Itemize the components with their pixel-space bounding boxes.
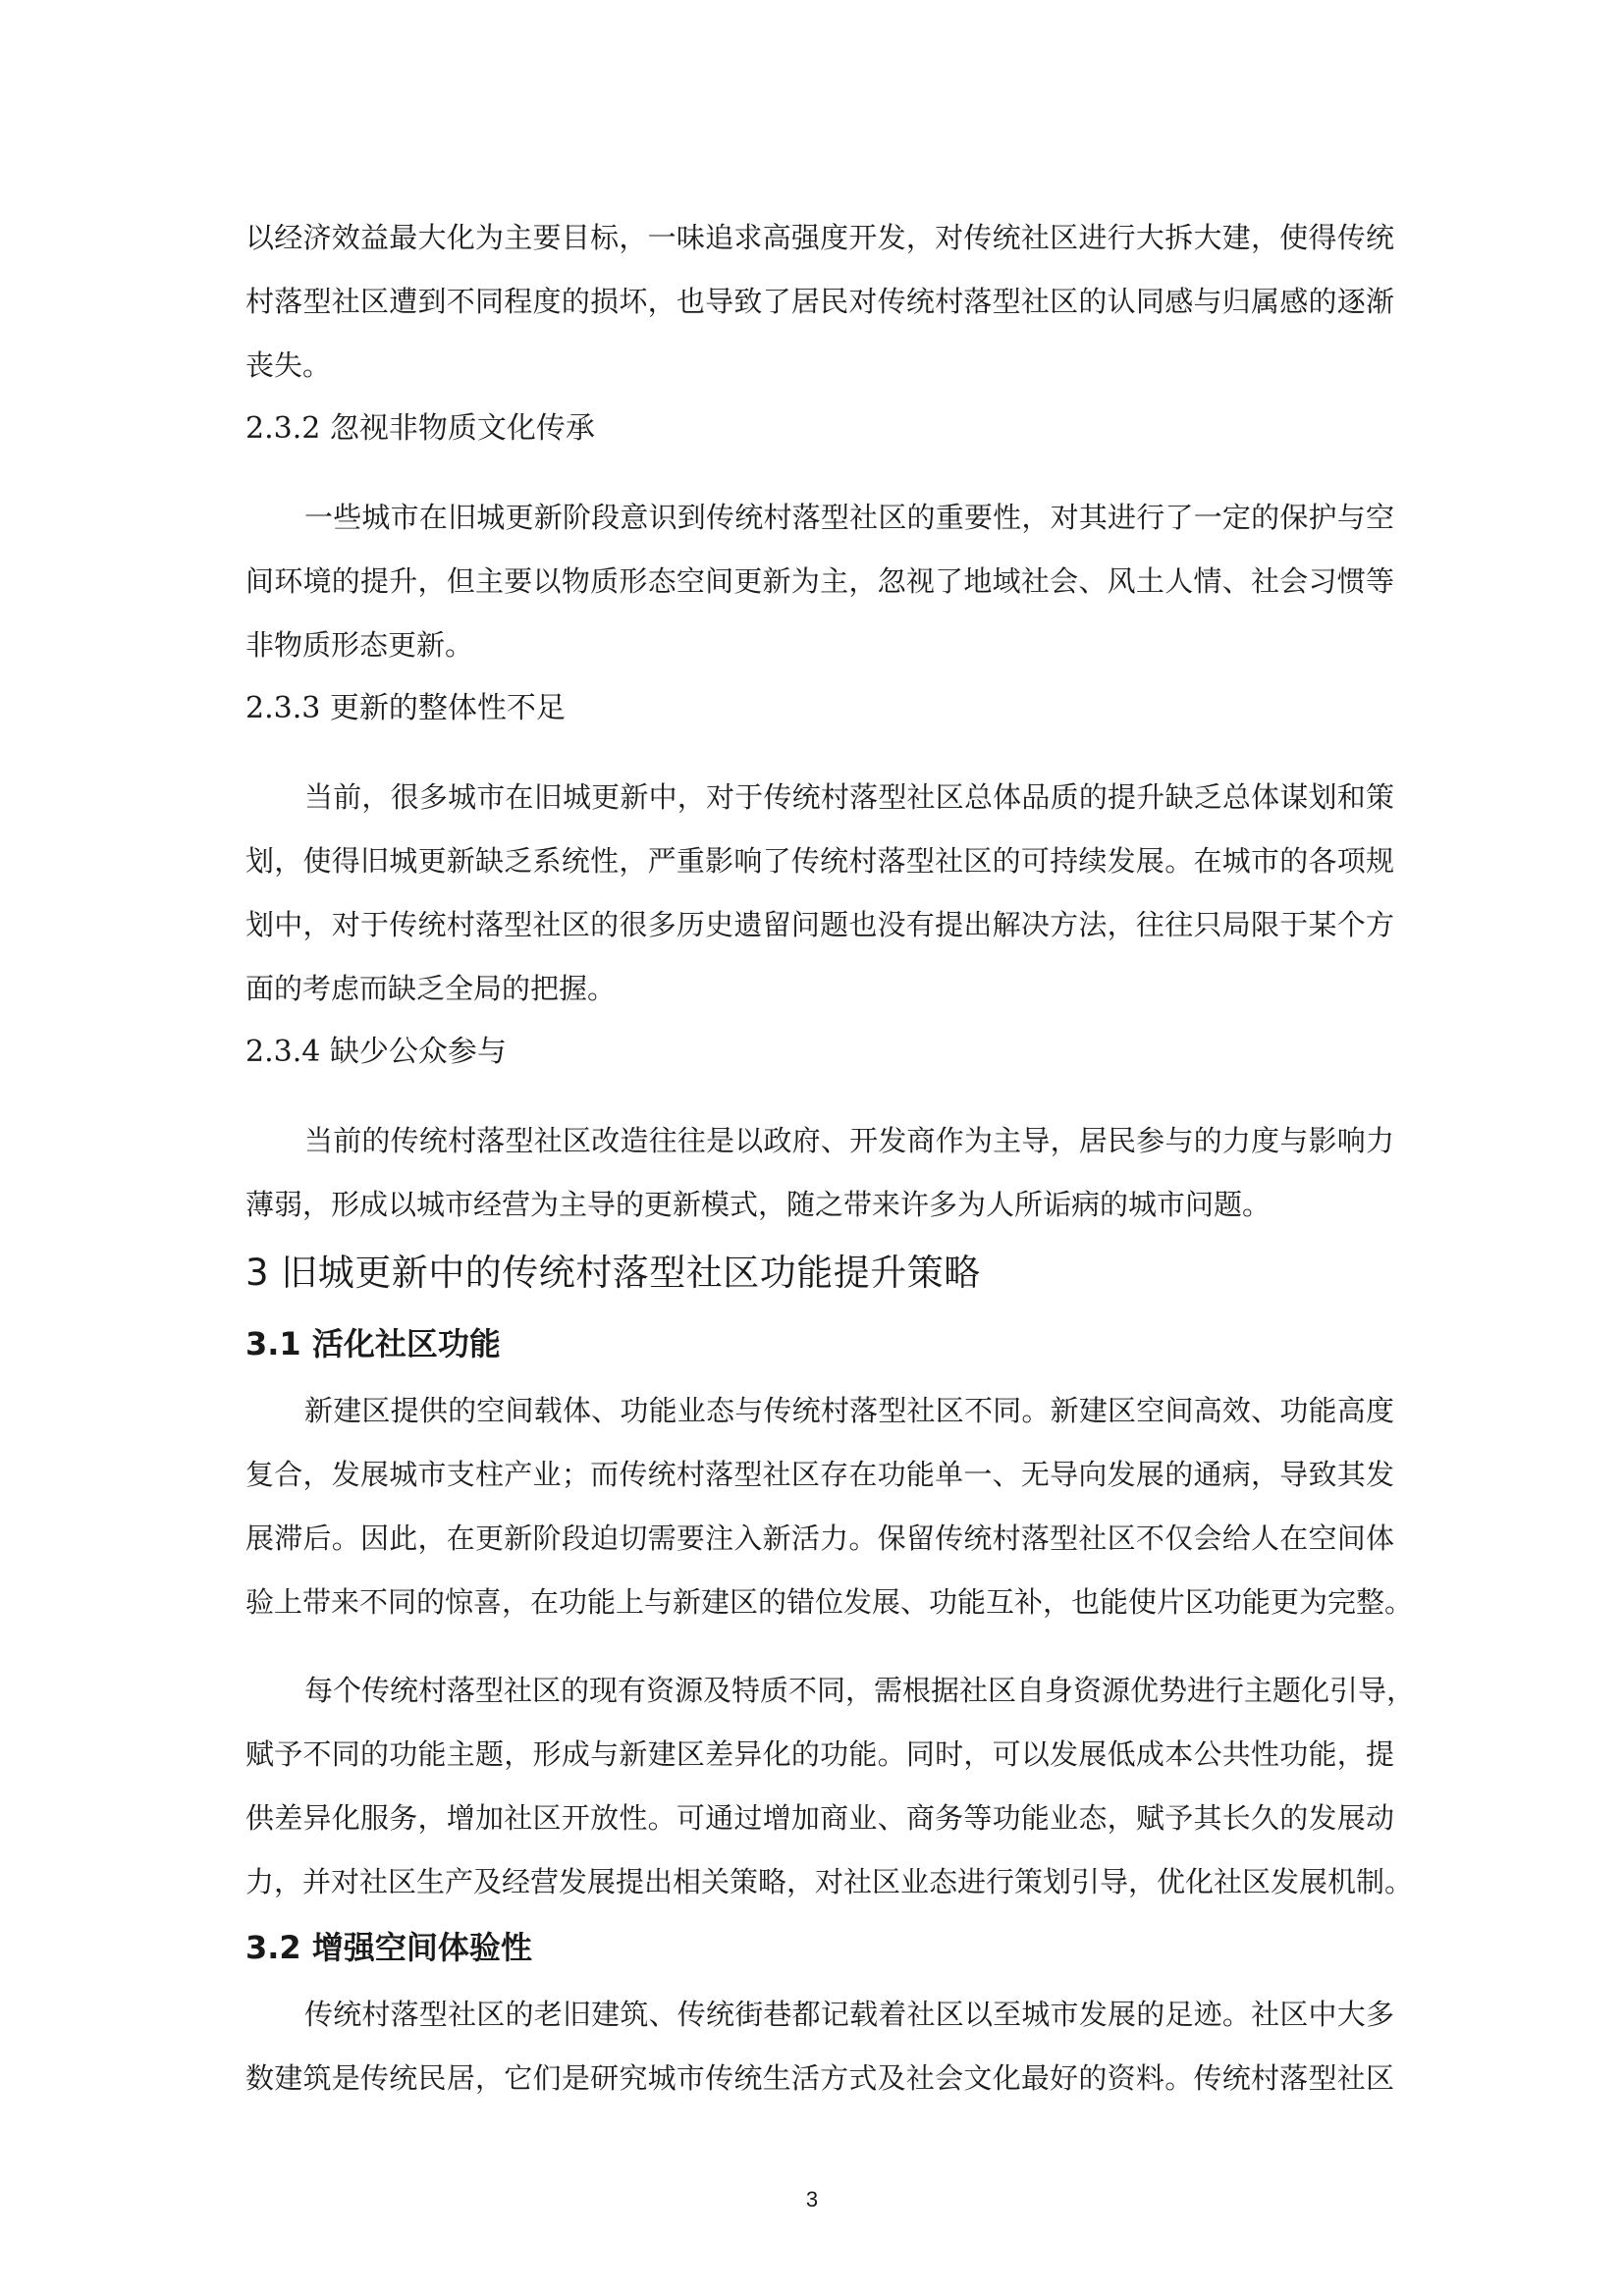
paragraph-line: 划中，对于传统村落型社区的很多历史遗留问题也没有提出解决方法，往往只局限于某个方 [245, 908, 1394, 941]
subsection-heading: 2.3.2 忽视非物质文化传承 [245, 411, 595, 446]
paragraph-line: 以经济效益最大化为主要目标，一味追求高强度开发，对传统社区进行大拆大建，使得传统 [245, 221, 1394, 254]
paragraph-first-line: 当前，很多城市在旧城更新中，对于传统村落型社区总体品质的提升缺乏总体谋划和策 [304, 780, 1394, 814]
paragraph-line: 复合，发展城市支柱产业；而传统村落型社区存在功能单一、无导向发展的通病，导致其发 [245, 1458, 1394, 1491]
paragraph-first-line: 传统村落型社区的老旧建筑、传统街巷都记载着社区以至城市发展的足迹。社区中大多 [304, 1998, 1394, 2031]
section-heading: 3 旧城更新中的传统村落型社区功能提升策略 [245, 1252, 981, 1294]
paragraph-line: 数建筑是传统民居，它们是研究城市传统生活方式及社会文化最好的资料。传统村落型社区 [245, 2061, 1394, 2095]
paragraph-first-line: 当前的传统村落型社区改造往往是以政府、开发商作为主导，居民参与的力度与影响力 [304, 1124, 1394, 1157]
paragraph-last-line: 丧失。 [245, 348, 332, 382]
subsection-title: 3.1 活化社区功能 [245, 1325, 501, 1362]
page-number: 3 [805, 2187, 819, 2212]
paragraph-first-line: 一些城市在旧城更新阶段意识到传统村落型社区的重要性，对其进行了一定的保护与空 [304, 501, 1394, 534]
paragraph-last-line: 薄弱，形成以城市经营为主导的更新模式，随之带来许多为人所诟病的城市问题。 [245, 1188, 1272, 1221]
paragraph-line: 村落型社区遭到不同程度的损坏，也导致了居民对传统村落型社区的认同感与归属感的逐渐 [245, 285, 1394, 318]
paragraph-line: 供差异化服务，增加社区开放性。可通过增加商业、商务等功能业态，赋予其长久的发展动 [245, 1801, 1394, 1835]
paragraph-line: 展滞后。因此，在更新阶段迫切需要注入新活力。保留传统村落型社区不仅会给人在空间体 [245, 1522, 1394, 1555]
subsection-heading: 2.3.3 更新的整体性不足 [245, 691, 566, 725]
paragraph-first-line: 每个传统村落型社区的现有资源及特质不同，需根据社区自身资源优势进行主题化引导， [304, 1674, 1416, 1707]
paragraph-line: 间环境的提升，但主要以物质形态空间更新为主，忽视了地域社会、风土人情、社会习惯等 [245, 564, 1394, 598]
paragraph-line: 验上带来不同的惊喜，在功能上与新建区的错位发展、功能互补，也能使片区功能更为完整。 [245, 1585, 1414, 1619]
paragraph-line: 力，并对社区生产及经营发展提出相关策略，对社区业态进行策划引导，优化社区发展机制。 [245, 1865, 1414, 1898]
subsection-heading: 2.3.4 缺少公众参与 [245, 1035, 507, 1069]
subsection-title: 3.2 增强空间体验性 [245, 1929, 532, 1966]
paragraph-line: 划，使得旧城更新缺乏系统性，严重影响了传统村落型社区的可持续发展。在城市的各项规 [245, 844, 1394, 878]
paragraph-last-line: 非物质形态更新。 [245, 628, 474, 662]
paragraph-line: 赋予不同的功能主题，形成与新建区差异化的功能。同时，可以发展低成本公共性功能，提 [245, 1737, 1394, 1771]
paragraph-first-line: 新建区提供的空间载体、功能业态与传统村落型社区不同。新建区空间高效、功能高度 [304, 1394, 1394, 1427]
paragraph-last-line: 面的考虑而缺乏全局的把握。 [245, 972, 617, 1005]
